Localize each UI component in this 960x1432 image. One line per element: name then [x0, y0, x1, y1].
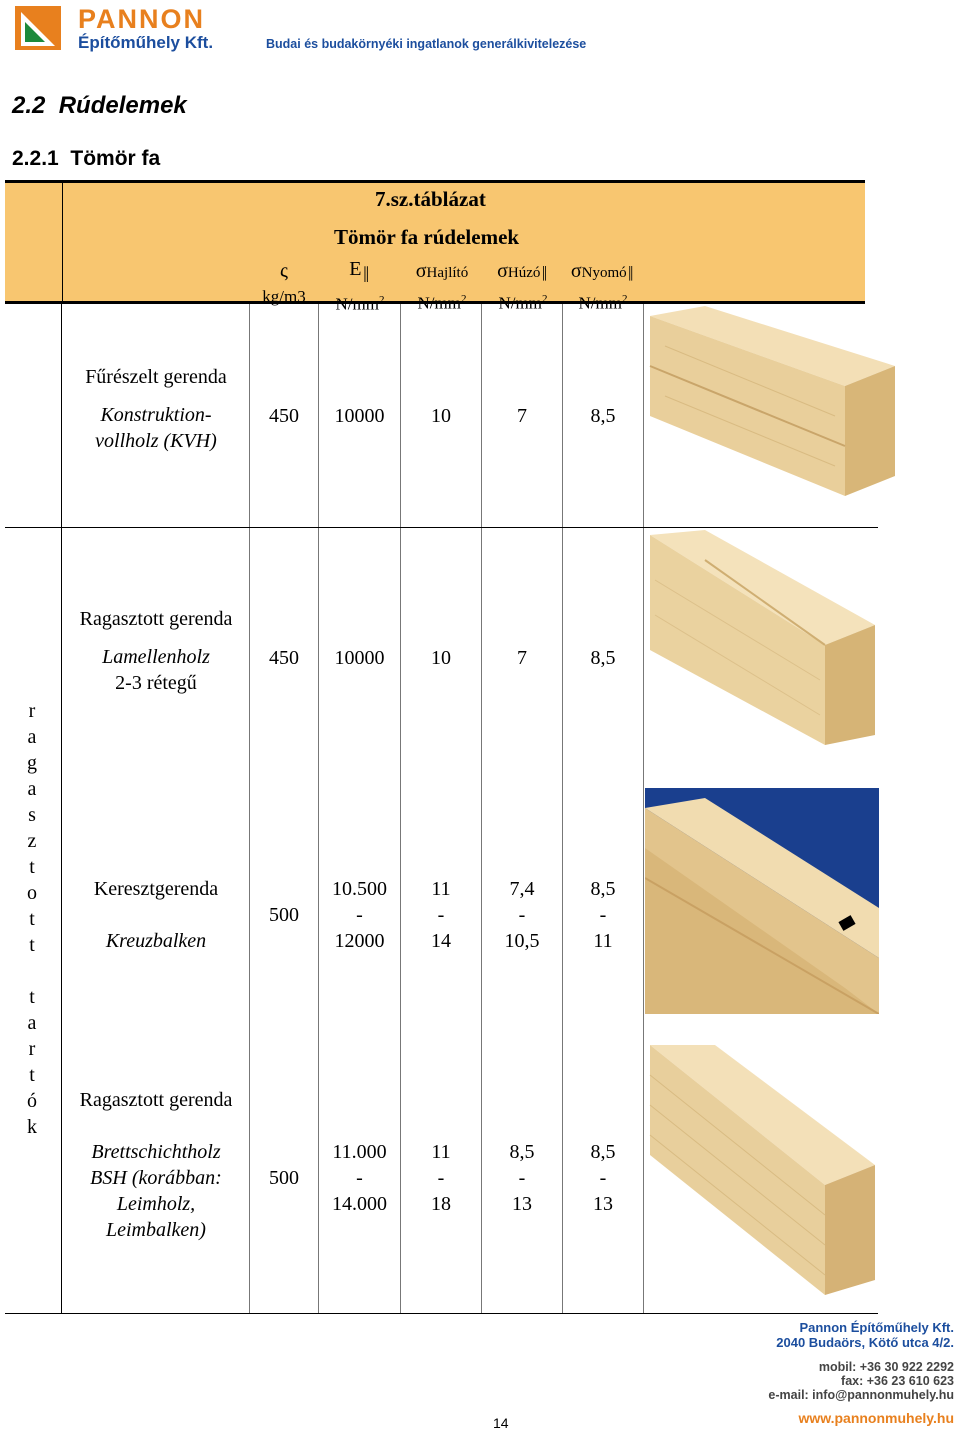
row-name: Keresztgerenda [93, 878, 219, 900]
col-unit: $N/mm^2$ [335, 294, 385, 314]
table-caption: 7.sz.táblázat [375, 187, 486, 211]
table-row [62, 1087, 250, 1243]
cell-e: 11.000 - 14.000 [332, 1141, 387, 1215]
section-title: Rúdelemek [58, 92, 187, 119]
row-alt-name: Kreuzbalken [105, 930, 207, 952]
cell-bending: 11 - 18 [431, 1141, 451, 1215]
row-name: Ragasztott gerenda [79, 608, 233, 630]
cell-compression: 8,5 - 11 [590, 878, 616, 952]
subsection-heading [12, 147, 160, 171]
row-alt-name: Lamellenholz [102, 646, 210, 668]
cell-e: 10000 [334, 405, 385, 427]
cell-e: 10000 [334, 647, 385, 669]
col-symbol: E║ [349, 258, 371, 281]
wood-image-kvh [645, 306, 901, 506]
cell-bending: 11 - 14 [431, 878, 451, 952]
section-number: 2.2 [12, 92, 46, 119]
footer-mobile: mobil: +36 30 922 2292 [818, 1360, 954, 1374]
col-tension [483, 258, 563, 317]
table-row [62, 364, 250, 454]
logo-name: PANNON [78, 4, 206, 34]
cell-bending: 10 [431, 405, 451, 427]
page-number: 14 [493, 1415, 509, 1431]
subsection-number: 2.2.1 [12, 147, 59, 170]
logo-icon [15, 6, 61, 50]
table-row [62, 876, 250, 954]
cell-density: 500 [269, 1167, 299, 1189]
row-alt-name: Brettschichtholz BSH (korábban: Leimholz, Leimbalken) [90, 1141, 222, 1241]
group-label: r a g a s z t o t t t a r t ó k [27, 700, 37, 1138]
cell-tension: 7 [517, 647, 527, 669]
cell-density: 450 [269, 405, 299, 427]
footer-company: Pannon Építőműhely Kft. [799, 1320, 954, 1335]
wood-image-kreuzbalken [645, 788, 879, 1014]
cell-compression: 8,5 [590, 405, 616, 427]
cell-bending: 10 [431, 647, 451, 669]
section-heading [12, 92, 187, 120]
row-name: Fűrészelt gerenda [85, 366, 227, 388]
col-symbol: σNyomó║ [570, 260, 636, 282]
tagline: Budai és budakörnyéki ingatlanok generálkivitelezése [266, 37, 587, 51]
col-unit: $N/mm^2$ [498, 293, 548, 313]
col-unit: kg/m3 [262, 287, 306, 306]
col-symbol: ς [280, 260, 288, 282]
cell-compression: 8,5 - 13 [590, 1141, 616, 1215]
cell-e: 10.500 - 12000 [332, 878, 387, 952]
col-density [250, 258, 318, 310]
cell-density: 500 [269, 904, 299, 926]
cell-tension: 7 [517, 405, 527, 427]
cell-tension: 7,4 - 10,5 [504, 878, 540, 952]
col-bending [402, 258, 482, 317]
col-symbol: σHúzó║ [497, 260, 549, 282]
footer-email[interactable]: e-mail: info@pannonmuhely.hu [768, 1388, 954, 1402]
col-unit: $N/mm^2$ [578, 293, 628, 313]
logo-subtitle: Építőműhely Kft. [78, 33, 214, 52]
row-alt-name-2: 2-3 rétegű [115, 672, 197, 694]
cell-tension: 8,5 - 13 [509, 1141, 535, 1215]
subsection-title: Tömör fa [70, 147, 161, 170]
col-symbol: σHajlító [415, 260, 469, 282]
cell-density: 450 [269, 647, 299, 669]
col-e [320, 256, 400, 318]
table-row [62, 606, 250, 696]
cell-compression: 8,5 [590, 647, 616, 669]
row-name: Ragasztott gerenda [79, 1089, 233, 1111]
logo [15, 6, 61, 50]
footer-web[interactable]: www.pannonmuhely.hu [798, 1410, 954, 1426]
wood-image-bsh [645, 1045, 879, 1300]
wood-image-lamellenholz [645, 530, 879, 752]
footer-fax: fax: +36 23 610 623 [841, 1374, 954, 1388]
row-alt-name: Konstruktion-vollholz (KVH) [95, 404, 217, 452]
col-unit: $N/mm^2$ [417, 293, 467, 313]
col-compression [562, 258, 644, 317]
footer-address: 2040 Budaörs, Kötő utca 4/2. [776, 1335, 954, 1350]
group-label-vertical [22, 698, 42, 1140]
table-title: Tömör fa rúdelemek [334, 225, 520, 249]
